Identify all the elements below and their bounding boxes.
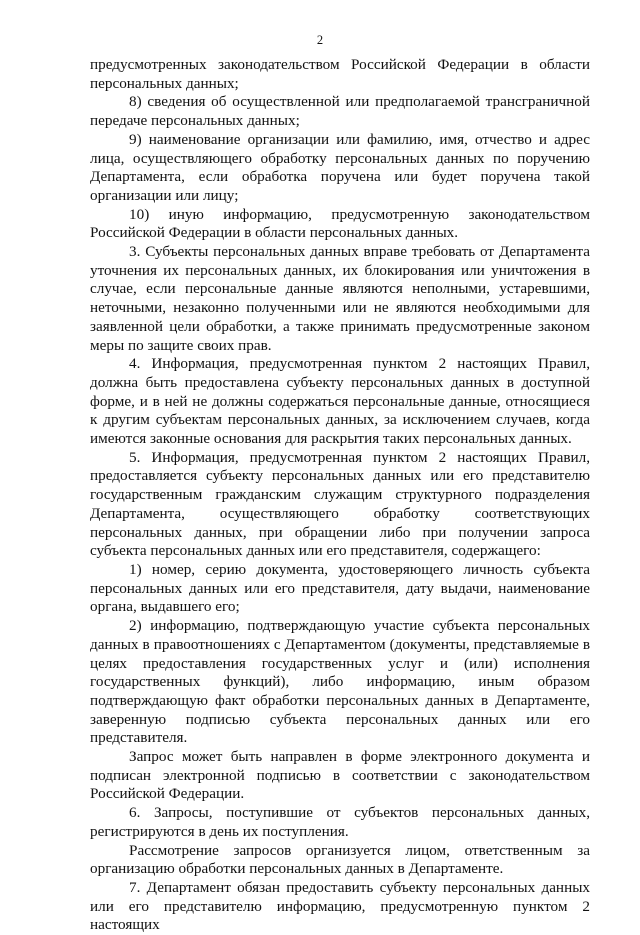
- clause-4: 4. Информация, предусмотренная пунктом 2 настоящих Правил, должна быть предоставлена субъекту персональных данных в доступной форме, и в ней не должны содержаться персональные данные, относящиеся к другим субъектам персональных данных, за исключением случаев, когда имеются законные основания для раскрытия таких персональных данных.: [90, 355, 590, 448]
- clause-5: 5. Информация, предусмотренная пунктом 2 настоящих Правил, предоставляется субъекту персональных данных или его представителю государственным гражданским служащим структурного подразделения Департамента, осуществляющего обработку соответствующих персональных данных, при обращении либо при получении запроса субъекта персональных данных или его представителя, содержащего:: [90, 448, 590, 560]
- clause-3: 3. Субъекты персональных данных вправе требовать от Департамента уточнения их персональных данных, их блокирования или уничтожения в случае, если персональные данные являются неполными, устаревшими, неточными, незаконно полученными или не являются необходимыми для заявленной цели обработки, а также принимать предусмотренные законом меры по защите своих прав.: [90, 243, 590, 354]
- document-body: [90, 56, 590, 935]
- subitem-1: 1) номер, серию документа, удостоверяющего личность субъекта персональных данных или его представителя, дату выдачи, наименование органа, выдавшего его;: [90, 560, 590, 616]
- subitem-2: 2) информацию, подтверждающую участие субъекта персональных данных в правоотношениях с Департаментом (документы, представляемые в целях предоставления государственных услуг и (или) исполнения государственных функций), либо информацию, иным образом подтверждающую факт обработки персональных данных в Департаменте, заверенную подписью субъекта персональных данных или его представителя.: [90, 617, 590, 747]
- list-item-9: 9) наименование организации или фамилию, имя, отчество и адрес лица, осуществляющего обработку персональных данных по поручению Департамента, если обработка поручена или будет поручена такой организации или лицу;: [90, 130, 590, 204]
- request-format-paragraph: Запрос может быть направлен в форме электронного документа и подписан электронной подписью в соответствии с законодательством Российской Федерации.: [90, 748, 590, 803]
- paragraph-continuation: предусмотренных законодательством Российской Федерации в области персональных данных;: [90, 56, 590, 92]
- page-number: 2: [316, 33, 324, 47]
- list-item-10: 10) иную информацию, предусмотренную законодательством Российской Федерации в области персональных данных.: [90, 205, 590, 242]
- request-review-paragraph: Рассмотрение запросов организуется лицом, ответственным за организацию обработки персональных данных в Департаменте.: [90, 841, 590, 878]
- clause-6: 6. Запросы, поступившие от субъектов персональных данных, регистрируются в день их поступления.: [90, 804, 590, 840]
- clause-7: 7. Департамент обязан предоставить субъекту персональных данных или его представителю информацию, предусмотренную пунктом 2 настоящих: [90, 878, 590, 934]
- list-item-8: 8) сведения об осуществленной или предполагаемой трансграничной передаче персональных данных;: [90, 93, 590, 130]
